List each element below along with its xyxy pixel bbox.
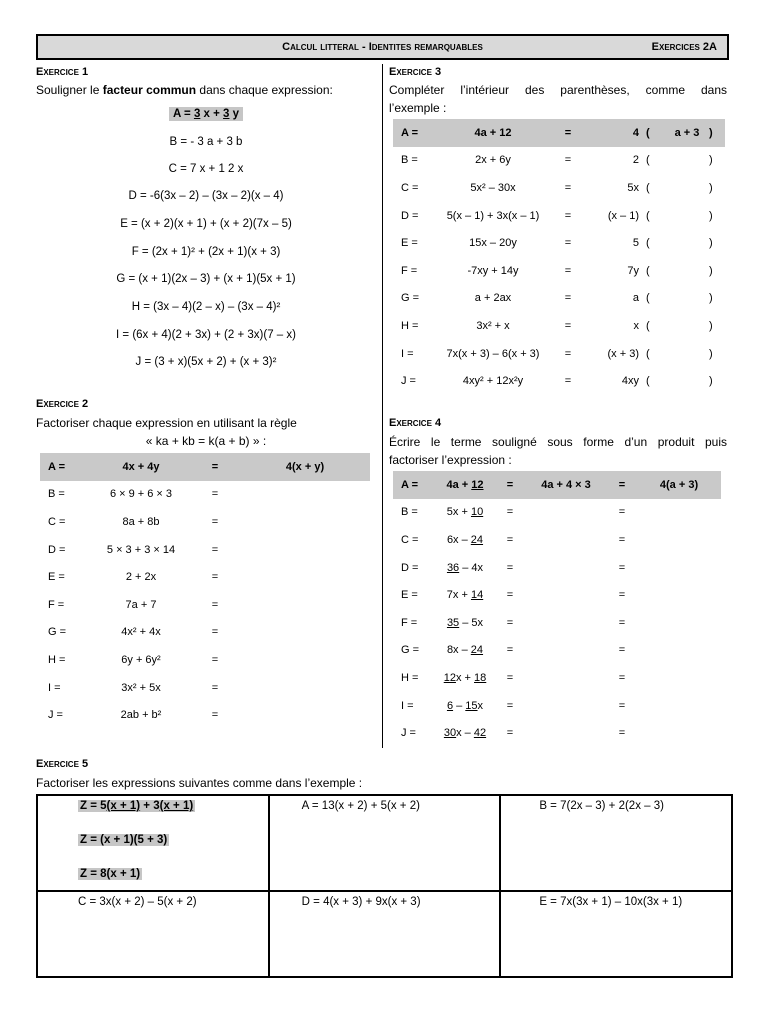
ex3-row-close-paren: ): [709, 347, 713, 360]
ex2-row-answer[interactable]: [240, 619, 370, 647]
ex3-row-equals: =: [564, 292, 572, 305]
ex4-expr-post: x: [477, 699, 484, 712]
ex4-expr-u1: 35: [446, 616, 460, 629]
ex3-row-open-paren: (: [646, 375, 650, 388]
ex5-l1a: Z = 5: [80, 800, 107, 812]
ex5-cell-a[interactable]: [269, 795, 501, 891]
ex4-row-answer[interactable]: [637, 609, 721, 637]
ex3-row: [393, 229, 725, 257]
ex3-row: [393, 202, 725, 230]
ex2-row-label: J =: [48, 709, 63, 722]
ex4-row-product[interactable]: [525, 719, 607, 747]
ex3-row-factor: 5: [632, 237, 639, 250]
ex4-row-expression: [435, 471, 495, 499]
ex4-expr-pre: 6x –: [446, 533, 471, 546]
ex3-row-close-paren: ): [709, 375, 713, 388]
ex4-row-product[interactable]: [525, 554, 607, 582]
ex5-cell-e[interactable]: [500, 891, 732, 977]
ex4-row-label: H =: [401, 671, 419, 684]
ex3-row-equals: =: [564, 181, 572, 194]
ex3-row-equals: =: [564, 347, 572, 360]
ex5-cell-d[interactable]: [269, 891, 501, 977]
ex4-expr-pre: 5x +: [446, 506, 471, 519]
ex1-expr-d: D = -6(3x – 2) – (3x – 2)(x – 4): [128, 190, 284, 202]
ex4-expr-pre: 4a +: [446, 478, 472, 491]
ex4-row: [393, 719, 721, 747]
ex3-row-close-paren: ): [709, 209, 713, 222]
ex4-row-answer[interactable]: [637, 581, 721, 609]
ex3-row-inner[interactable]: [665, 312, 709, 340]
ex4-row-expression: [435, 609, 495, 637]
ex3-row-expression: 4a + 12: [438, 119, 548, 147]
ex5-expr-e: E = 7x(3x + 1) – 10x(3x + 1): [539, 896, 683, 908]
ex2-row: [40, 563, 370, 591]
ex2-table-body: [40, 453, 370, 729]
ex3-row-factor: 4: [588, 119, 643, 147]
ex1-expr-j: J = (3 + x)(5x + 2) + (x + 3)²: [135, 356, 277, 368]
ex2-row-expression: 7a + 7: [125, 598, 157, 611]
ex4-row-equals-1: =: [506, 616, 514, 629]
ex4-row-label: F =: [401, 616, 418, 629]
ex2-row: [40, 701, 370, 729]
ex3-row-factor: 2: [632, 154, 639, 167]
ex3-row-close-paren: ): [709, 237, 713, 250]
ex4-row-equals-2: =: [618, 616, 626, 629]
ex1-expr-a: [36, 108, 376, 120]
ex3-row-inner[interactable]: [665, 147, 709, 175]
ex3-row-expression: 5x² – 30x: [470, 181, 516, 194]
ex3-row-label: G =: [401, 292, 420, 305]
ex4-expr-u1: 12: [471, 478, 484, 491]
ex3-row: [393, 285, 725, 313]
ex3-row-open-paren: (: [646, 181, 650, 194]
ex4-expr-pre: 7x +: [446, 589, 471, 602]
ex2-row-equals: =: [211, 571, 219, 584]
ex2-row-answer: 4(x + y): [240, 453, 370, 481]
ex3-row-expression: 4xy² + 12x²y: [462, 375, 524, 388]
ex2-row: [40, 619, 370, 647]
ex4-row-label: J =: [401, 727, 416, 740]
ex4-row-expression: [435, 499, 495, 527]
ex4-row-answer[interactable]: [637, 664, 721, 692]
ex2-row-answer[interactable]: [240, 646, 370, 674]
ex3-row-equals: =: [564, 237, 572, 250]
ex4-row-equals-2: =: [618, 506, 626, 519]
ex2-table: [40, 453, 370, 729]
ex4-expr-u1: 6: [446, 699, 454, 712]
ex3-row-expression: -7xy + 14y: [467, 264, 519, 277]
ex2-row-label: I =: [48, 681, 61, 694]
ex2-row-label: A =: [40, 453, 92, 481]
ex2-row-answer[interactable]: [240, 508, 370, 536]
ex4-row: [393, 499, 721, 527]
ex4-row: [393, 637, 721, 665]
ex2-row: [40, 536, 370, 564]
ex4-expr-mid: – 5x: [459, 616, 484, 629]
ex3-row: [393, 312, 725, 340]
ex3-row-equals: =: [564, 319, 572, 332]
ex2-row-expression: 8a + 8b: [122, 515, 160, 528]
ex2-row-label: E =: [48, 571, 65, 584]
ex3-row: [393, 147, 725, 175]
ex4-expr-u1: 12: [443, 671, 456, 684]
ex4-instr-1: Écrire le terme souligné sous forme d’un produit puis: [389, 435, 727, 449]
ex3-row-factor: x: [633, 319, 639, 332]
ex3-row-label: D =: [401, 209, 419, 222]
ex4-row: [393, 526, 721, 554]
ex3-row-open-paren: (: [643, 119, 665, 147]
ex1-expr-i: I = (6x + 4)(2 + 3x) + (2 + 3x)(7 – x): [116, 329, 296, 341]
ex2-row-equals: =: [211, 709, 219, 722]
ex4-row-equals-2: =: [618, 589, 626, 602]
ex1-title: Exercice 1: [36, 66, 89, 78]
ex4-row-answer: 4(a + 3): [637, 471, 721, 499]
ex3-row-inner[interactable]: [665, 257, 709, 285]
ex4-row-label: C =: [401, 533, 419, 546]
ex1-a-label: A =: [172, 108, 194, 120]
ex3-row-inner[interactable]: [665, 285, 709, 313]
ex4-row-label: I =: [401, 699, 414, 712]
ex4-row-product: 4a + 4 × 3: [525, 471, 607, 499]
ex1-example-highlight: [169, 107, 243, 121]
ex4-table: [393, 471, 721, 747]
ex2-row-equals: =: [211, 626, 219, 639]
ex5-example-line-1: [78, 800, 195, 812]
ex4-row-product[interactable]: [525, 692, 607, 720]
ex3-row-close-paren: ): [709, 119, 725, 147]
ex4-expr-mid: – 4x: [459, 561, 484, 574]
ex1-expr-b: B = - 3 a + 3 b: [169, 136, 243, 148]
ex4-row-equals-1: =: [506, 561, 514, 574]
ex3-row-label: I =: [401, 347, 414, 360]
ex2-row-label: F =: [48, 598, 65, 611]
ex2-row-expression: 2 + 2x: [125, 571, 157, 584]
ex4-expr-u1: 14: [470, 589, 484, 602]
ex3-row-label: E =: [401, 237, 418, 250]
ex3-row-factor: 4xy: [621, 375, 639, 388]
ex3-row: [393, 367, 725, 395]
ex4-expr-u2: 15: [465, 699, 478, 712]
ex3-row: [393, 174, 725, 202]
ex4-expr-pre: 8x –: [446, 644, 471, 657]
ex4-row-label: G =: [401, 644, 420, 657]
ex3-row-close-paren: ): [709, 292, 713, 305]
ex4-row-equals-2: =: [618, 644, 626, 657]
ex3-row-close-paren: ): [709, 264, 713, 277]
ex3-row-label: B =: [401, 154, 418, 167]
ex2-row-equals: =: [211, 488, 219, 501]
ex5-instructions: Factoriser les expressions suivantes comme dans l’exemple :: [36, 776, 363, 790]
ex4-row-expression: [435, 664, 495, 692]
ex3-row-factor: (x – 1): [607, 209, 639, 222]
ex4-row-equals-2: =: [618, 671, 626, 684]
ex4-row-equals-1: =: [506, 671, 514, 684]
ex2-row-label: H =: [48, 653, 66, 666]
ex4-expr-u1: 36: [446, 561, 460, 574]
ex1-a-var2: y: [229, 108, 240, 120]
ex1-expr-h: H = (3x – 4)(2 – x) – (3x – 4)²: [131, 301, 281, 313]
ex2-row-equals: =: [211, 681, 219, 694]
ex3-row-close-paren: ): [709, 154, 713, 167]
ex3-table: [393, 119, 725, 395]
ex2-row-answer[interactable]: [240, 536, 370, 564]
ex4-row-equals-1: =: [506, 506, 514, 519]
ex4-row-label: D =: [401, 561, 419, 574]
ex3-table-body: [393, 119, 725, 395]
ex4-row-product[interactable]: [525, 581, 607, 609]
ex2-row-equals: =: [211, 598, 219, 611]
ex3-row-inner[interactable]: [665, 174, 709, 202]
ex1-expr-c: C = 7 x + 1 2 x: [168, 163, 244, 175]
ex2-row-answer[interactable]: [240, 701, 370, 729]
ex5-title: Exercice 5: [36, 758, 89, 770]
ex3-row: [393, 119, 725, 147]
ex4-row-expression: [435, 581, 495, 609]
ex3-row-factor: a: [632, 292, 639, 305]
ex3-row-expression: 2x + 6y: [475, 154, 511, 167]
ex3-row-inner[interactable]: [665, 229, 709, 257]
ex1-a-term1: 3: [193, 108, 201, 120]
ex3-row-open-paren: (: [646, 319, 650, 332]
ex3-row-factor: 7y: [627, 264, 639, 277]
ex3-row-expression: 7x(x + 3) – 6(x + 3): [446, 347, 540, 360]
ex4-expr-mid: x –: [456, 727, 474, 740]
ex3-instr-1: Compléter l’intérieur des parenthèses, comme dans: [389, 83, 727, 97]
ex2-row: [40, 508, 370, 536]
ex4-row-equals-2: =: [618, 561, 626, 574]
ex2-row: [40, 453, 370, 481]
ex2-title: Exercice 2: [36, 398, 89, 410]
ex4-row-answer[interactable]: [637, 692, 721, 720]
ex5-cell-b[interactable]: [500, 795, 732, 891]
ex2-row-expression: 2ab + b²: [120, 709, 162, 722]
ex3-title: Exercice 3: [389, 66, 442, 78]
ex2-row-expression: 4x + 4y: [92, 453, 190, 481]
ex4-row-product[interactable]: [525, 664, 607, 692]
ex3-row-label: C =: [401, 181, 419, 194]
ex5-example-cell: [37, 795, 269, 891]
ex3-row-inner[interactable]: [665, 367, 709, 395]
ex3-row-inner[interactable]: [665, 340, 709, 368]
ex5-grid: [36, 794, 733, 978]
ex3-row-equals: =: [564, 375, 572, 388]
ex4-row-equals-2: =: [607, 471, 637, 499]
ex4-row-answer[interactable]: [637, 499, 721, 527]
ex2-row-label: G =: [48, 626, 67, 639]
ex3-row-factor: (x + 3): [607, 347, 639, 360]
ex4-table-body: [393, 471, 721, 747]
ex4-row-equals-1: =: [506, 533, 514, 546]
ex3-instr-2: l’exemple :: [389, 101, 447, 115]
ex4-row-answer[interactable]: [637, 637, 721, 665]
ex4-row-equals-1: =: [506, 644, 514, 657]
ex2-row-answer[interactable]: [240, 563, 370, 591]
ex3-row-inner: a + 3: [665, 119, 709, 147]
ex5-l1b: (x + 1): [106, 800, 141, 812]
ex2-row-expression: 6 × 9 + 6 × 3: [109, 488, 173, 501]
ex2-row-label: D =: [48, 543, 66, 556]
ex4-row-expression: [435, 637, 495, 665]
ex1-expr-f: F = (2x + 1)² + (2x + 1)(x + 3): [131, 246, 281, 258]
ex5-expr-d: D = 4(x + 3) + 9x(x + 3): [301, 896, 421, 908]
ex3-row-inner[interactable]: [665, 202, 709, 230]
ex4-expr-u2: 18: [474, 671, 487, 684]
ex4-row-expression: [435, 554, 495, 582]
ex5-cell-c[interactable]: [37, 891, 269, 977]
ex3-row-open-paren: (: [646, 264, 650, 277]
ex4-row-answer[interactable]: [637, 526, 721, 554]
ex3-row-close-paren: ): [709, 319, 713, 332]
ex2-row-answer[interactable]: [240, 591, 370, 619]
ex4-row-product[interactable]: [525, 609, 607, 637]
ex3-row: [393, 257, 725, 285]
ex2-row-equals: =: [211, 515, 219, 528]
ex3-row-equals: =: [548, 119, 588, 147]
ex3-row-equals: =: [564, 209, 572, 222]
ex5-expr-b: B = 7(2x – 3) + 2(2x – 3): [539, 800, 664, 812]
ex2-row: [40, 591, 370, 619]
ex3-row-open-paren: (: [646, 209, 650, 222]
ex2-instr-1: Factoriser chaque expression en utilisant la règle: [36, 416, 297, 430]
ex4-row-expression: [435, 692, 495, 720]
ex4-row-equals-1: =: [506, 727, 514, 740]
ex2-row-expression: 6y + 6y²: [121, 653, 161, 666]
ex4-row-equals-2: =: [618, 727, 626, 740]
ex5-example-line-3: Z = 8(x + 1): [80, 868, 141, 880]
ex1-expr-e: E = (x + 2)(x + 1) + (x + 2)(7x – 5): [120, 218, 292, 230]
ex3-row-expression: 5(x – 1) + 3x(x – 1): [446, 209, 540, 222]
ex1-a-var1: x +: [200, 108, 224, 120]
ex4-row-product[interactable]: [525, 526, 607, 554]
ex4-row-equals-2: =: [618, 533, 626, 546]
ex4-row-expression: [435, 719, 495, 747]
ex5-expr-a: A = 13(x + 2) + 5(x + 2): [301, 800, 420, 812]
ex4-expr-u1: 24: [470, 533, 484, 546]
ex4-row: [393, 692, 721, 720]
ex4-row: [393, 664, 721, 692]
ex4-row-answer[interactable]: [637, 554, 721, 582]
ex3-row-open-paren: (: [646, 154, 650, 167]
ex3-row-label: A =: [393, 119, 438, 147]
ex2-row-answer[interactable]: [240, 674, 370, 702]
ex1-expr-g: G = (x + 1)(2x – 3) + (x + 1)(5x + 1): [116, 273, 296, 285]
ex4-expr-mid: –: [453, 699, 466, 712]
ex4-row-answer[interactable]: [637, 719, 721, 747]
ex4-title: Exercice 4: [389, 417, 442, 429]
ex4-row-label: B =: [401, 506, 418, 519]
ex3-row-open-paren: (: [646, 347, 650, 360]
ex3-row-open-paren: (: [646, 292, 650, 305]
ex3-row-label: F =: [401, 264, 418, 277]
ex1-a-term2: 3: [223, 108, 230, 120]
ex4-row-expression: [435, 526, 495, 554]
ex1-instr-bold: facteur commun: [102, 83, 197, 97]
ex4-row-equals-1: =: [495, 471, 525, 499]
ex4-row: [393, 554, 721, 582]
ex3-row-label: H =: [401, 319, 419, 332]
ex2-row-expression: 4x² + 4x: [121, 626, 161, 639]
ex3-row-equals: =: [564, 264, 572, 277]
ex4-row-equals-2: =: [618, 699, 626, 712]
worksheet-code: Exercices 2A: [651, 41, 717, 53]
ex2-row-expression: 5 × 3 + 3 × 14: [106, 543, 176, 556]
ex2-row-label: C =: [48, 515, 66, 528]
ex4-row-product[interactable]: [525, 499, 607, 527]
ex4-expr-u1: 24: [470, 644, 484, 657]
ex2-row: [40, 674, 370, 702]
ex2-row-label: B =: [48, 488, 65, 501]
ex3-row-factor: 5x: [627, 181, 639, 194]
ex2-row-equals: =: [211, 653, 219, 666]
ex3-row-expression: 15x – 20y: [469, 237, 517, 250]
ex4-row-equals-1: =: [506, 589, 514, 602]
ex2-row-equals: =: [190, 453, 240, 481]
ex5-row: [37, 795, 732, 891]
ex5-example-line-2: Z = (x + 1)(5 + 3): [80, 834, 168, 846]
ex2-row: [40, 646, 370, 674]
ex4-row-equals-1: =: [506, 699, 514, 712]
worksheet-header: [36, 34, 729, 60]
ex4-row-product[interactable]: [525, 637, 607, 665]
ex1-instructions: [36, 81, 333, 99]
ex2-row-expression: 3x² + 5x: [121, 681, 161, 694]
ex2-instr-2: « ka + kb = k(a + b) » :: [145, 434, 267, 448]
ex4-row: [393, 581, 721, 609]
ex5-l1d: (x + 1): [159, 800, 194, 812]
ex4-expr-mid: x +: [455, 671, 475, 684]
ex3-row: [393, 340, 725, 368]
ex1-instr-after: dans chaque expression:: [196, 83, 333, 97]
ex2-row-equals: =: [211, 543, 219, 556]
ex3-row-expression: a + 2ax: [474, 292, 512, 305]
ex5-row: [37, 891, 732, 977]
ex4-row: [393, 471, 721, 499]
worksheet-title: Calcul litteral - Identites remarquables: [282, 41, 483, 53]
ex3-row-equals: =: [564, 154, 572, 167]
ex3-row-label: J =: [401, 375, 416, 388]
ex5-l1c: + 3: [140, 800, 160, 812]
ex4-expr-u2: 42: [473, 727, 487, 740]
ex2-row: [40, 481, 370, 509]
ex2-row-answer[interactable]: [240, 481, 370, 509]
ex4-expr-u1: 10: [470, 506, 484, 519]
ex5-expr-c: C = 3x(x + 2) – 5(x + 2): [78, 896, 197, 908]
ex4-instr-2: factoriser l’expression :: [389, 453, 512, 467]
column-divider: [382, 64, 383, 748]
ex3-row-close-paren: ): [709, 181, 713, 194]
ex4-row-label: E =: [401, 589, 418, 602]
ex4-expr-u1: 30: [443, 727, 457, 740]
ex3-row-expression: 3x² + x: [476, 319, 510, 332]
ex4-row: [393, 609, 721, 637]
ex1-instr-before: Souligner le: [36, 83, 103, 97]
ex4-row-label: A =: [393, 471, 435, 499]
ex3-row-open-paren: (: [646, 237, 650, 250]
